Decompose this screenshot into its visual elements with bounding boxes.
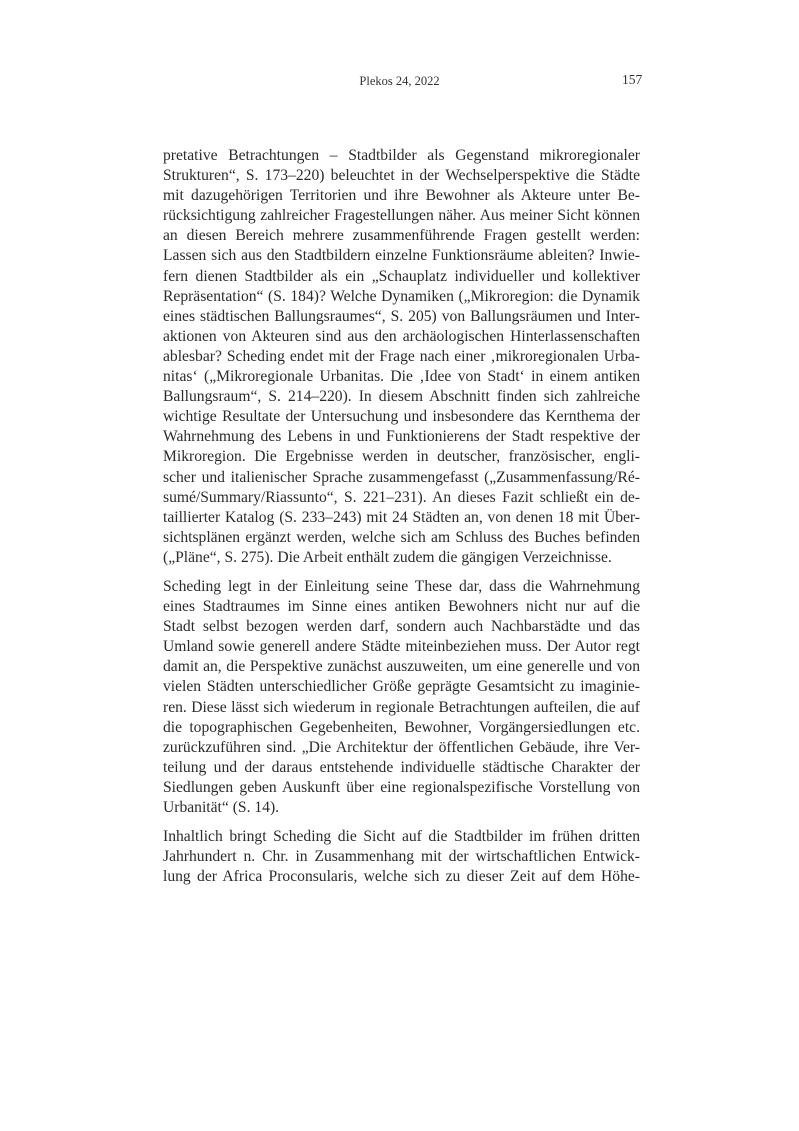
text-line: Stadt selbst bezogen werden darf, sondern auch Nachbarstädte und das [163, 618, 640, 636]
text-line: die topographischen Gegebenheiten, Bewohner, Vorgängersiedlungen etc. [163, 718, 640, 736]
text-line: taillierter Katalog (S. 233–243) mit 24 Städten an, von denen 18 mit Über- [163, 508, 640, 526]
text-line: Umland sowie generell andere Städte miteinbeziehen muss. Der Autor regt [163, 638, 640, 656]
text-line: rücksichtigung zahlreicher Fragestellungen näher. Aus meiner Sicht können [163, 207, 640, 225]
text-line: eines Stadtraumes im Sinne eines antiken Bewohners nicht nur auf die [163, 598, 640, 616]
text-line: Mikroregion. Die Ergebnisse werden in deutscher, französischer, engli- [163, 448, 640, 466]
text-line: sichtsplänen ergänzt werden, welche sich am Schluss des Buches befinden [163, 528, 640, 546]
text-line: ren. Diese lässt sich wiederum in regionale Betrachtungen aufteilen, die auf [163, 698, 640, 716]
text-line: Repräsentation“ (S. 184)? Welche Dynamiken („Mikroregion: die Dynamik [163, 287, 640, 305]
text-line: sumé/Summary/Riassunto“, S. 221–231). An dieses Fazit schließt ein de- [163, 488, 640, 506]
text-line: nitas‘ („Mikroregionale Urbanitas. Die ‚Idee von Stadt‘ in einem antiken [163, 368, 640, 386]
text-line: Strukturen“, S. 173–220) beleuchtet in der Wechselperspektive die Städte [163, 167, 640, 185]
body-text [163, 146, 640, 896]
text-line: scher und italienischer Sprache zusammengefasst („Zusammenfassung/Ré- [163, 468, 640, 486]
text-line: Lassen sich aus den Stadtbildern einzelne Funktionsräume ableiten? Inwie- [163, 247, 640, 265]
text-line: Scheding legt in der Einleitung seine These dar, dass die Wahrnehmung [163, 577, 640, 595]
text-line: ablesbar? Scheding endet mit der Frage nach einer ‚mikroregionalen Urba- [163, 347, 640, 365]
journal-title: Plekos 24, 2022 [359, 74, 440, 88]
text-line: eines städtischen Ballungsraumes“, S. 205) von Ballungsräumen und Inter- [163, 307, 640, 325]
text-line: mit dazugehörigen Territorien und ihre Bewohner als Akteure unter Be- [163, 187, 640, 205]
running-head [0, 72, 799, 92]
text-line: Inhaltlich bringt Scheding die Sicht auf die Stadtbilder im frühen dritten [163, 828, 640, 846]
text-line: Siedlungen geben Auskunft über eine regionalspezifische Vorstellung von [163, 778, 640, 796]
text-line: Jahrhundert n. Chr. in Zusammenhang mit der wirtschaftlichen Entwick- [163, 848, 640, 866]
text-line: vielen Städten unterschiedlicher Größe geprägte Gesamtsicht zu imaginie- [163, 678, 640, 696]
text-line: Ballungsraum“, S. 214–220). In diesem Abschnitt finden sich zahlreiche [163, 388, 640, 406]
page-number: 157 [622, 72, 643, 87]
paragraph-1 [163, 146, 640, 568]
paragraph-2 [163, 577, 640, 818]
text-line: teilung und der daraus entstehende individuelle städtische Charakter der [163, 758, 640, 776]
text-line: Urbanität“ (S. 14). [163, 799, 280, 816]
text-line: lung der Africa Proconsularis, welche sich zu dieser Zeit auf dem Höhe- [163, 868, 640, 886]
text-line: an diesen Bereich mehrere zusammenführende Fragen gestellt werden: [163, 227, 640, 245]
text-line: zurückzuführen sind. „Die Architektur der öffentlichen Gebäude, ihre Ver- [163, 738, 640, 756]
text-line: Wahrnehmung des Lebens in und Funktionierens der Stadt respektive der [163, 428, 640, 446]
text-line: aktionen von Akteuren sind aus den archäologischen Hinterlassenschaften [163, 327, 640, 345]
paragraph-3 [163, 827, 640, 887]
text-line: damit an, die Perspektive zunächst auszuweiten, um eine generelle und von [163, 658, 640, 676]
text-line: („Pläne“, S. 275). Die Arbeit enthält zudem die gängigen Verzeichnisse. [163, 548, 612, 566]
text-line: wichtige Resultate der Untersuchung und insbesondere das Kernthema der [163, 408, 640, 426]
text-line: pretative Betrachtungen – Stadtbilder als Gegenstand mikroregionaler [163, 147, 640, 164]
text-line: fern dienen Stadtbilder als ein „Schauplatz individueller und kollektiver [163, 267, 640, 285]
